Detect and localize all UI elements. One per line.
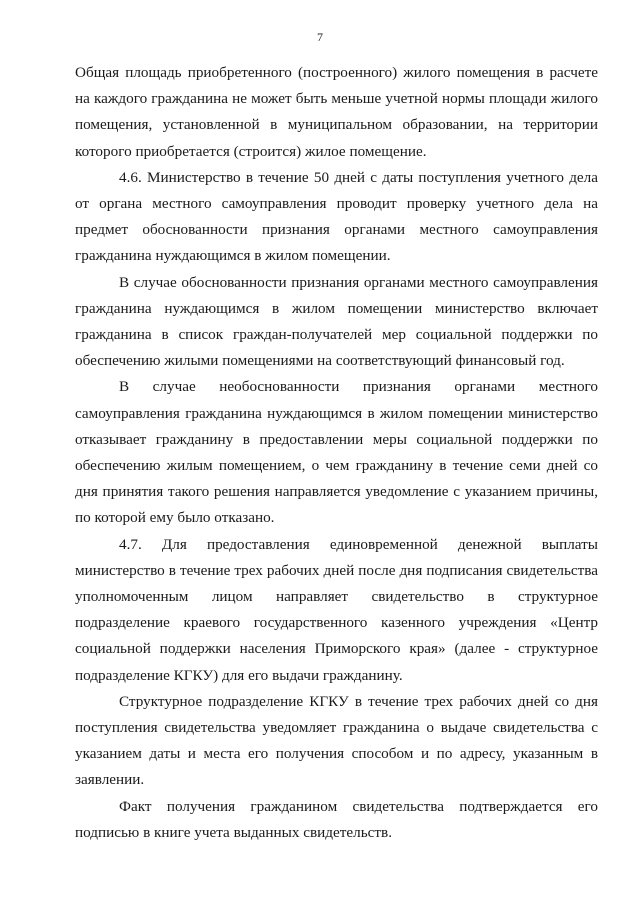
page-number: 7 <box>317 30 323 44</box>
paragraph-unjustified-case: В случае необоснованности признания органами местного самоуправления гражданина нуждающимся в жилом помещении министерство отказывает гражданину в предоставлении меры социальной поддержки по обеспечению жилым помещением, о чем гражданину в течение семи дней со дня принятия такого решения направляется уведомление с указанием причины, по которой ему было отказано. <box>75 378 598 527</box>
paragraph-receipt-confirmation: Факт получения гражданином свидетельства подтверждается его подписью в книге учета выданных свидетельств. <box>75 797 598 841</box>
paragraph-4-7: 4.7. Для предоставления единовременной денежной выплаты министерство в течение трех рабочих дней после дня подписания свидетельства уполномоченным лицом направляет свидетельство в структурное подразделение краевого государственного казенного учреждения «Центр социальной поддержки населения Приморского края» (далее - структурное подразделение КГКУ) для его выдачи гражданину. <box>75 535 598 684</box>
paragraph-area-requirement: Общая площадь приобретенного (построенного) жилого помещения в расчете на каждого гражданина не может быть меньше учетной нормы площади жилого помещения, установленной в муниципальном образовании, на территории которого приобретается (строится) жилое помещение. <box>75 64 598 160</box>
document-body <box>75 60 598 846</box>
paragraph-kgku-notification: Структурное подразделение КГКУ в течение трех рабочих дней со дня поступления свидетельства уведомляет гражданина о выдаче свидетельства с указанием даты и места его получения способом и по адресу, указанным в заявлении. <box>75 692 598 789</box>
paragraph-justified-case: В случае обоснованности признания органами местного самоуправления гражданина нуждающимся в жилом помещении министерство включает гражданина в список граждан-получателей мер социальной поддержки по обеспечению жилыми помещениями на соответствующий финансовый год. <box>75 273 598 370</box>
paragraph-4-6: 4.6. Министерство в течение 50 дней с даты поступления учетного дела от органа местного самоуправления проводит проверку учетного дела на предмет обоснованности признания органами местного самоуправления гражданина нуждающимся в жилом помещении. <box>75 168 598 265</box>
